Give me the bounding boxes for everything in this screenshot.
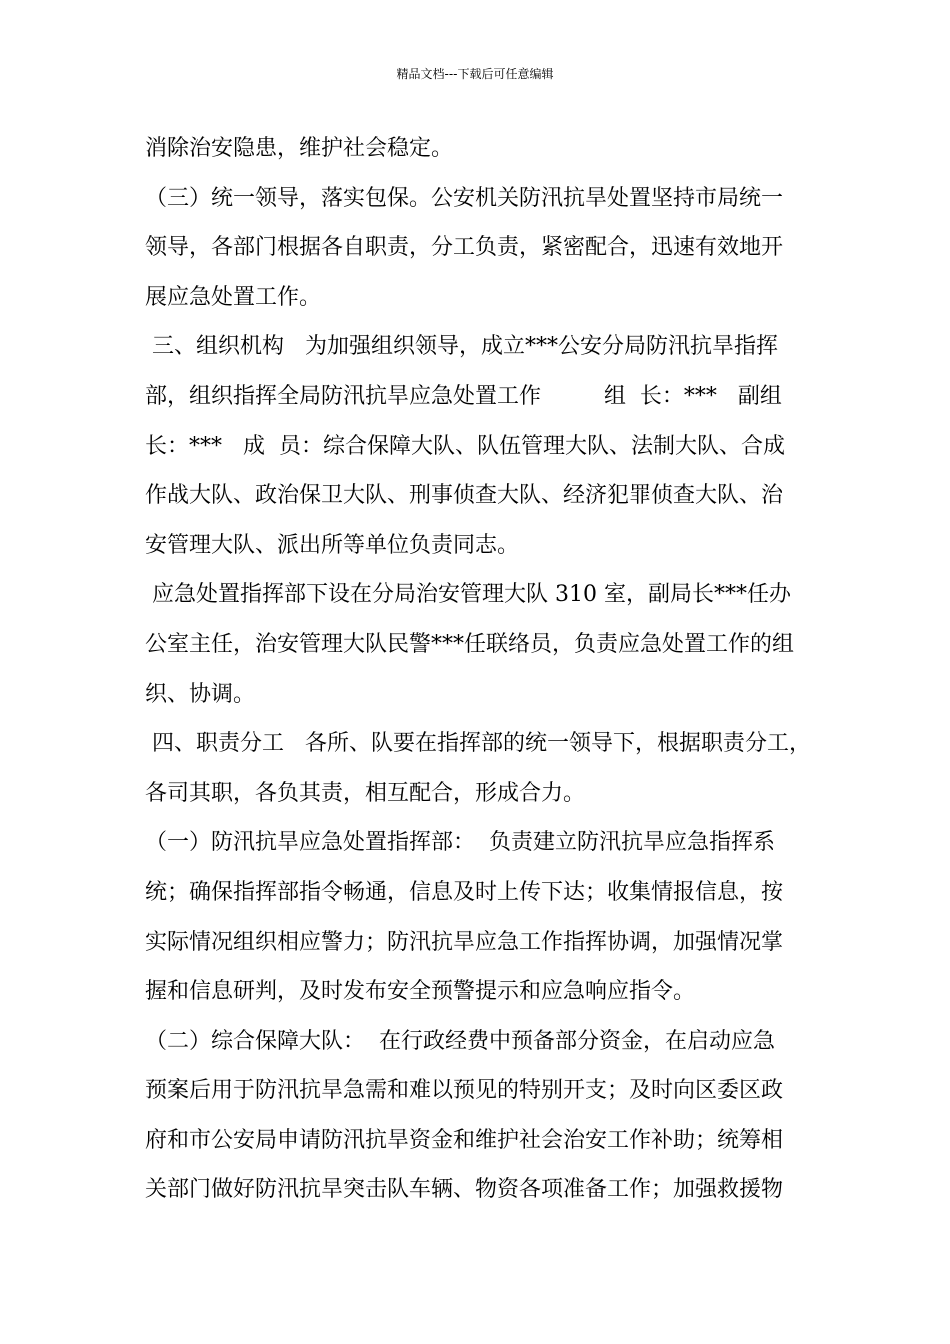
text-line: 府和市公安局申请防汛抗旱资金和维护社会治安工作补助；统筹相 bbox=[145, 1127, 784, 1153]
text-line: 领导，各部门根据各自职责，分工负责，紧密配合，迅速有效地开 bbox=[145, 235, 784, 261]
text-line: （二）综合保障大队： 在行政经费中预备部分资金，在启动应急 bbox=[145, 1028, 775, 1054]
text-line: 部，组织指挥全局防汛抗旱应急处置工作 组 长：*** 副组 bbox=[145, 383, 782, 409]
text-line: （一）防汛抗旱应急处置指挥部： 负责建立防汛抗旱应急指挥系 bbox=[145, 830, 775, 856]
text-line: 握和信息研判，及时发布安全预警提示和应急响应指令。 bbox=[145, 979, 696, 1005]
text-line: 四、职责分工 各所、队要在指挥部的统一领导下，根据职责分工， bbox=[145, 731, 811, 757]
text-line: 长：*** 成 员：综合保障大队、队伍管理大队、法制大队、合成 bbox=[145, 433, 785, 459]
document-body bbox=[145, 124, 845, 1215]
text-line: 展应急处置工作。 bbox=[145, 284, 322, 310]
text-line: （三）统一领导，落实包保。公安机关防汛抗旱处置坚持市局统一 bbox=[145, 185, 784, 211]
text-line: 统；确保指挥部指令畅通，信息及时上传下达；收集情报信息，按 bbox=[145, 879, 784, 905]
text-line: 消除治安隐患，维护社会稳定。 bbox=[145, 136, 454, 161]
text-line: 安管理大队、派出所等单位负责同志。 bbox=[145, 532, 520, 558]
page-header: 精品文档---下载后可任意编辑 bbox=[396, 67, 554, 81]
text-line: 应急处置指挥部下设在分局治安管理大队 310 室，副局长***任办 bbox=[145, 582, 791, 608]
text-line: 三、组织机构 为加强组织领导，成立***公安分局防汛抗旱指挥 bbox=[145, 334, 778, 360]
text-line: 实际情况组织相应警力；防汛抗旱应急工作指挥协调，加强情况掌 bbox=[145, 929, 784, 955]
text-line: 各司其职，各负其责，相互配合，形成合力。 bbox=[145, 780, 586, 806]
text-line: 织、协调。 bbox=[145, 681, 256, 707]
text-line: 预案后用于防汛抗旱急需和难以预见的特别开支；及时向区委区政 bbox=[145, 1078, 784, 1104]
text-line: 作战大队、政治保卫大队、刑事侦查大队、经济犯罪侦查大队、治 bbox=[145, 483, 784, 509]
text-line: 关部门做好防汛抗旱突击队车辆、物资各项准备工作；加强救援物 bbox=[145, 1177, 784, 1203]
text-line: 公室主任，治安管理大队民警***任联络员，负责应急处置工作的组 bbox=[145, 631, 795, 657]
